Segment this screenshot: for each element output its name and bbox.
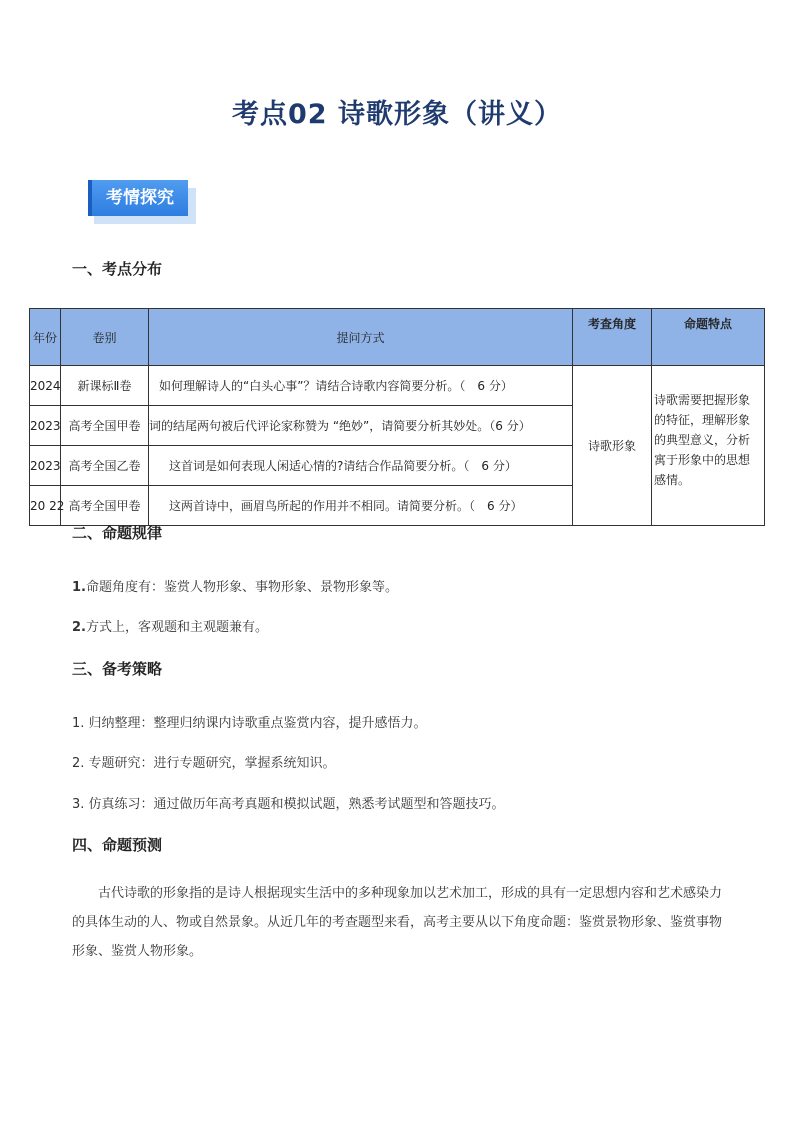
strategy-item: 1. 归纳整理：整理归纳课内诗歌重点鉴赏内容，提升感悟力。 <box>72 716 427 731</box>
section-badge <box>88 180 192 220</box>
heading-rules: 二、命题规律 <box>72 524 163 542</box>
rule-number: 2. <box>72 620 86 635</box>
strategy-item: 2. 专题研究：进行专题研究，掌握系统知识。 <box>72 756 336 771</box>
rule-text: 命题角度有：鉴赏人物形象、事物形象、景物形象等。 <box>85 580 398 595</box>
exam-distribution-table <box>29 308 765 526</box>
badge-label: 考情探究 <box>88 180 188 216</box>
cell-year: 2024 <box>30 366 61 406</box>
cell-paper: 高考全国甲卷 <box>61 406 149 446</box>
table-row <box>30 366 765 406</box>
header-paper: 卷别 <box>61 309 149 366</box>
cell-paper: 高考全国甲卷 <box>61 486 149 526</box>
header-year: 年份 <box>30 309 61 366</box>
cell-feature: 诗歌需要把握形象的特征，理解形象的典型意义，分析寓于形象中的思想感情。 <box>652 366 765 526</box>
cell-question: 词的结尾两句被后代评论家称赞为 “绝妙”，请简要分析其妙处。（6 分） <box>149 406 573 446</box>
header-feature: 命题特点 <box>652 309 765 366</box>
heading-distribution: 一、考点分布 <box>72 260 163 278</box>
heading-prediction: 四、命题预测 <box>72 836 163 854</box>
header-angle: 考查角度 <box>573 309 652 366</box>
page-title: 考点02 诗歌形象（讲义） <box>232 99 562 130</box>
cell-question: 这两首诗中，画眉鸟所起的作用并不相同。请简要分析。（ 6 分） <box>149 486 573 526</box>
cell-question: 这首词是如何表现人闲适心情的?请结合作品简要分析。（ 6 分） <box>149 446 573 486</box>
header-question: 提问方式 <box>149 309 573 366</box>
cell-question: 如何理解诗人的“白头心事”？请结合诗歌内容简要分析。（ 6 分） <box>149 366 573 406</box>
prediction-paragraph: 古代诗歌的形象指的是诗人根据现实生活中的多种现象加以艺术加工，形成的具有一定思想内容和艺术感染力的具体生动的人、物或自然景象。从近几年的考查题型来看，高考主要从以下角度命题：鉴赏景物形象、鉴赏事物形象、鉴赏人物形象。 <box>72 886 723 959</box>
rule-number: 1. <box>72 580 86 595</box>
cell-angle: 诗歌形象 <box>573 366 652 526</box>
cell-year: 2023 <box>30 446 61 486</box>
strategy-item: 3. 仿真练习：通过做历年高考真题和模拟试题，熟悉考试题型和答题技巧。 <box>72 797 505 812</box>
cell-paper: 高考全国乙卷 <box>61 446 149 486</box>
cell-paper: 新课标Ⅱ卷 <box>61 366 149 406</box>
rule-text: 方式上，客观题和主观题兼有。 <box>85 620 268 635</box>
rule-item <box>72 576 398 595</box>
table-header-row <box>30 309 765 366</box>
cell-year: 2023 <box>30 406 61 446</box>
rule-item <box>72 616 268 635</box>
cell-year: 20 22 <box>30 486 61 526</box>
heading-strategy: 三、备考策略 <box>72 660 163 678</box>
